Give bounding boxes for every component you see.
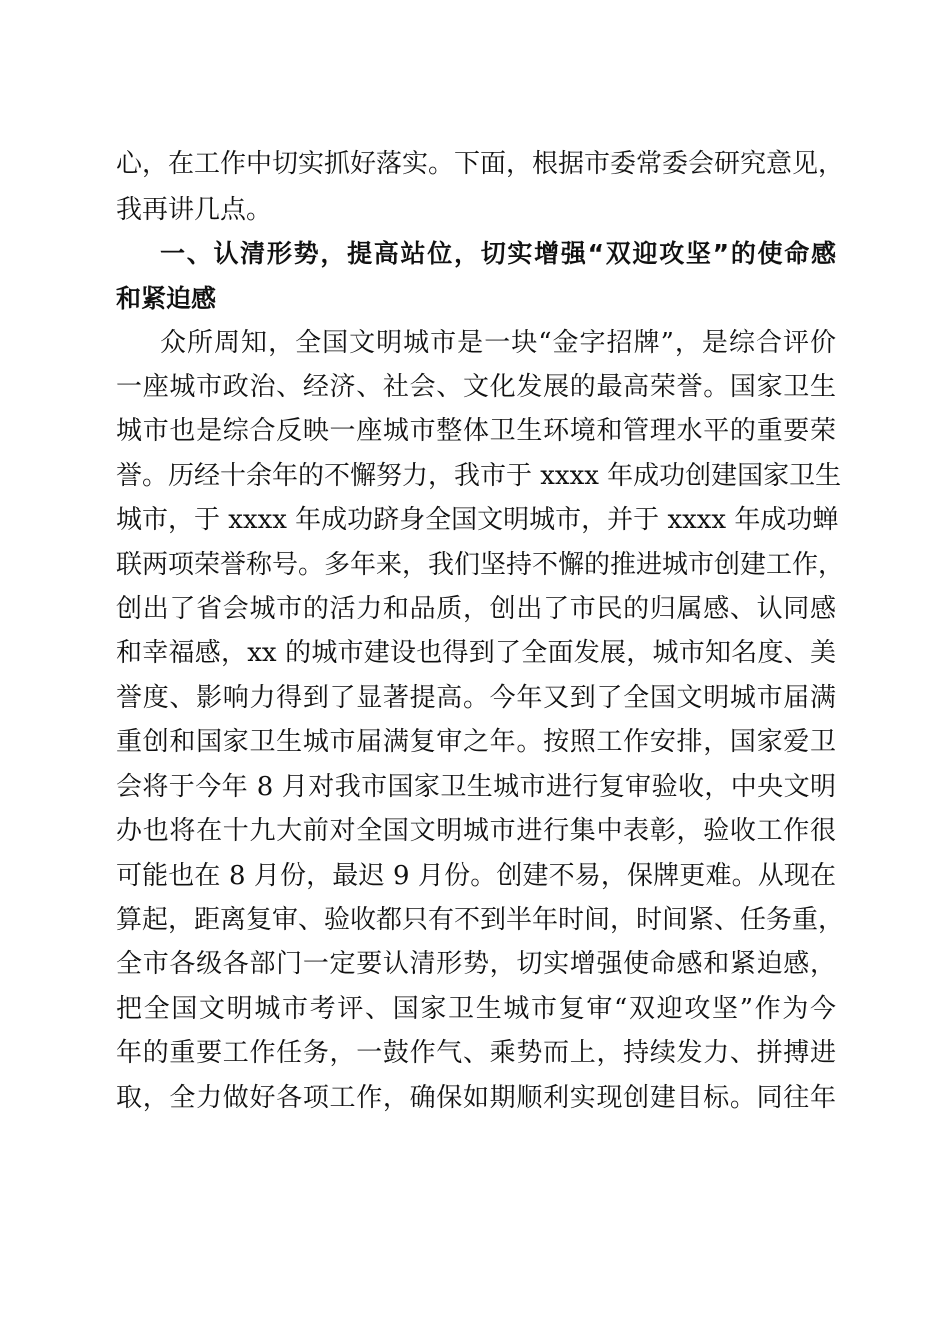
body-line: 年的重要工作任务，一鼓作气、乘势而上，持续发力、拼搏进 <box>116 1038 836 1068</box>
body-line: 誉度、影响力得到了显著提高。今年又到了全国文明城市届满 <box>116 683 836 713</box>
body-line: 办也将在十九大前对全国文明城市进行集中表彰，验收工作很 <box>116 816 836 846</box>
intro-line: 我再讲几点。 <box>116 195 273 225</box>
body-line: 重创和国家卫生城市届满复审之年。按照工作安排，国家爱卫 <box>116 727 836 757</box>
body-line: 一座城市政治、经济、社会、文化发展的最高荣誉。国家卫生 <box>116 372 836 402</box>
intro-line: 心，在工作中切实抓好落实。下面，根据市委常委会研究意见， <box>116 149 845 179</box>
body-line: 众所周知，全国文明城市是一块“金字招牌”，是综合评价 <box>160 328 836 358</box>
body-line: 全市各级各部门一定要认清形势，切实增强使命感和紧迫感， <box>116 949 836 979</box>
section-heading-line: 一、认清形势，提高站位，切实增强“双迎攻坚”的使命感 <box>160 239 836 268</box>
body-line: 创出了省会城市的活力和品质，创出了市民的归属感、认同感 <box>116 594 836 624</box>
body-line: 把全国文明城市考评、国家卫生城市复审“双迎攻坚”作为今 <box>116 994 836 1024</box>
body-line: 誉。历经十余年的不懈努力，我市于 xxxx 年成功创建国家卫生 <box>116 461 842 491</box>
body-line: 城市，于 xxxx 年成功跻身全国文明城市，并于 xxxx 年成功蝉 <box>116 505 839 535</box>
body-line: 可能也在 8 月份，最迟 9 月份。创建不易，保牌更难。从现在 <box>116 861 836 891</box>
body-line: 算起，距离复审、验收都只有不到半年时间，时间紧、任务重， <box>116 905 845 935</box>
body-line: 和幸福感，xx 的城市建设也得到了全面发展，城市知名度、美 <box>116 638 836 668</box>
body-line: 取，全力做好各项工作，确保如期顺利实现创建目标。同往年 <box>116 1083 836 1113</box>
body-line: 会将于今年 8 月对我市国家卫生城市进行复审验收，中央文明 <box>116 772 836 802</box>
body-line: 城市也是综合反映一座城市整体卫生环境和管理水平的重要荣 <box>116 416 836 446</box>
section-heading-line: 和紧迫感 <box>116 284 217 313</box>
body-line: 联两项荣誉称号。多年来，我们坚持不懈的推进城市创建工作， <box>116 550 845 580</box>
